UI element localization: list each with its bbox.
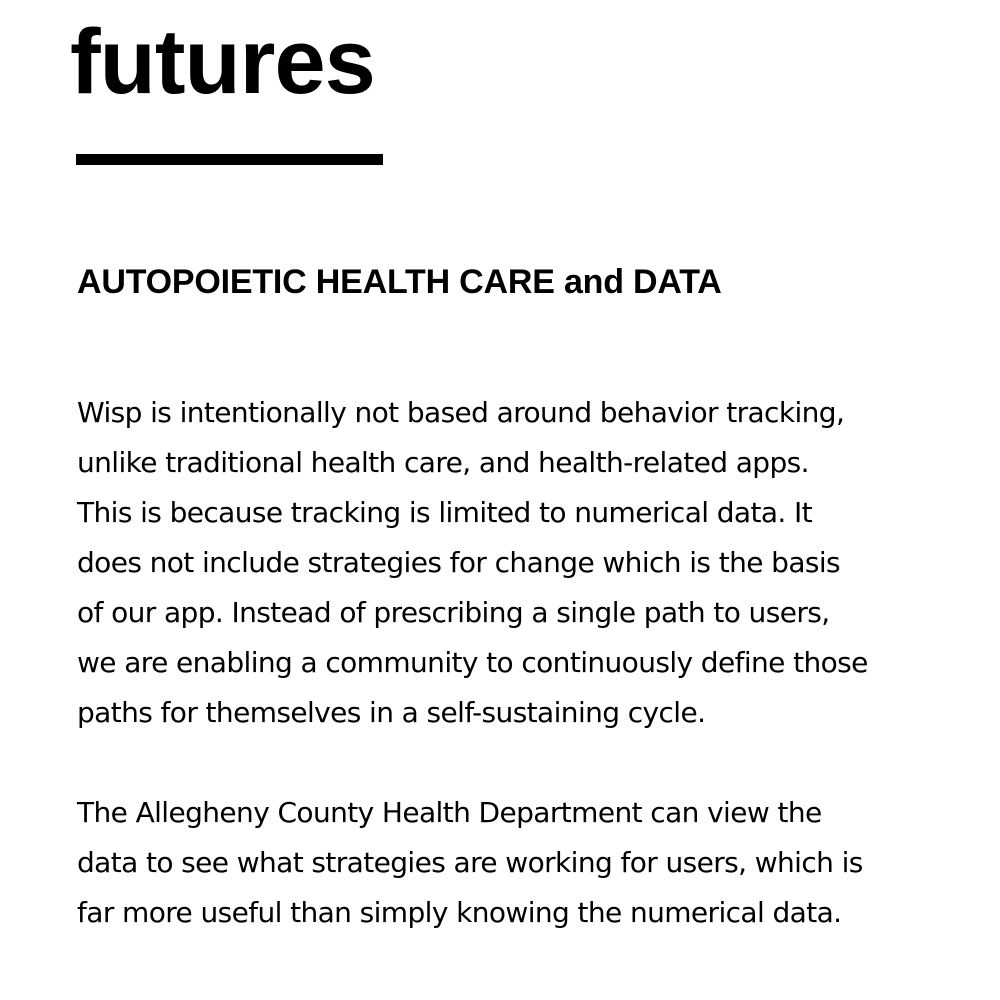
paragraph-line: unlike traditional health care, and health-related apps.: [77, 446, 809, 479]
paragraph-line: paths for themselves in a self-sustaining cycle.: [77, 696, 706, 729]
paragraph-line: we are enabling a community to continuously define those: [77, 646, 868, 679]
paragraph-line: of our app. Instead of prescribing a single path to users,: [77, 596, 830, 629]
page-title: futures: [70, 11, 375, 113]
paragraph-line: Wisp is intentionally not based around behavior tracking,: [77, 396, 845, 429]
paragraph-line: This is because tracking is limited to numerical data. It: [77, 496, 813, 529]
body-paragraph-2: [77, 788, 977, 938]
paragraph-line: The Allegheny County Health Department can view the: [77, 796, 822, 829]
paragraph-line: data to see what strategies are working for users, which is: [77, 846, 863, 879]
paragraph-line: does not include strategies for change which is the basis: [77, 546, 841, 579]
body-paragraph-1: [77, 388, 977, 738]
title-underline: [76, 154, 383, 165]
section-heading: AUTOPOIETIC HEALTH CARE and DATA: [77, 263, 722, 301]
paragraph-line: far more useful than simply knowing the numerical data.: [77, 896, 842, 929]
